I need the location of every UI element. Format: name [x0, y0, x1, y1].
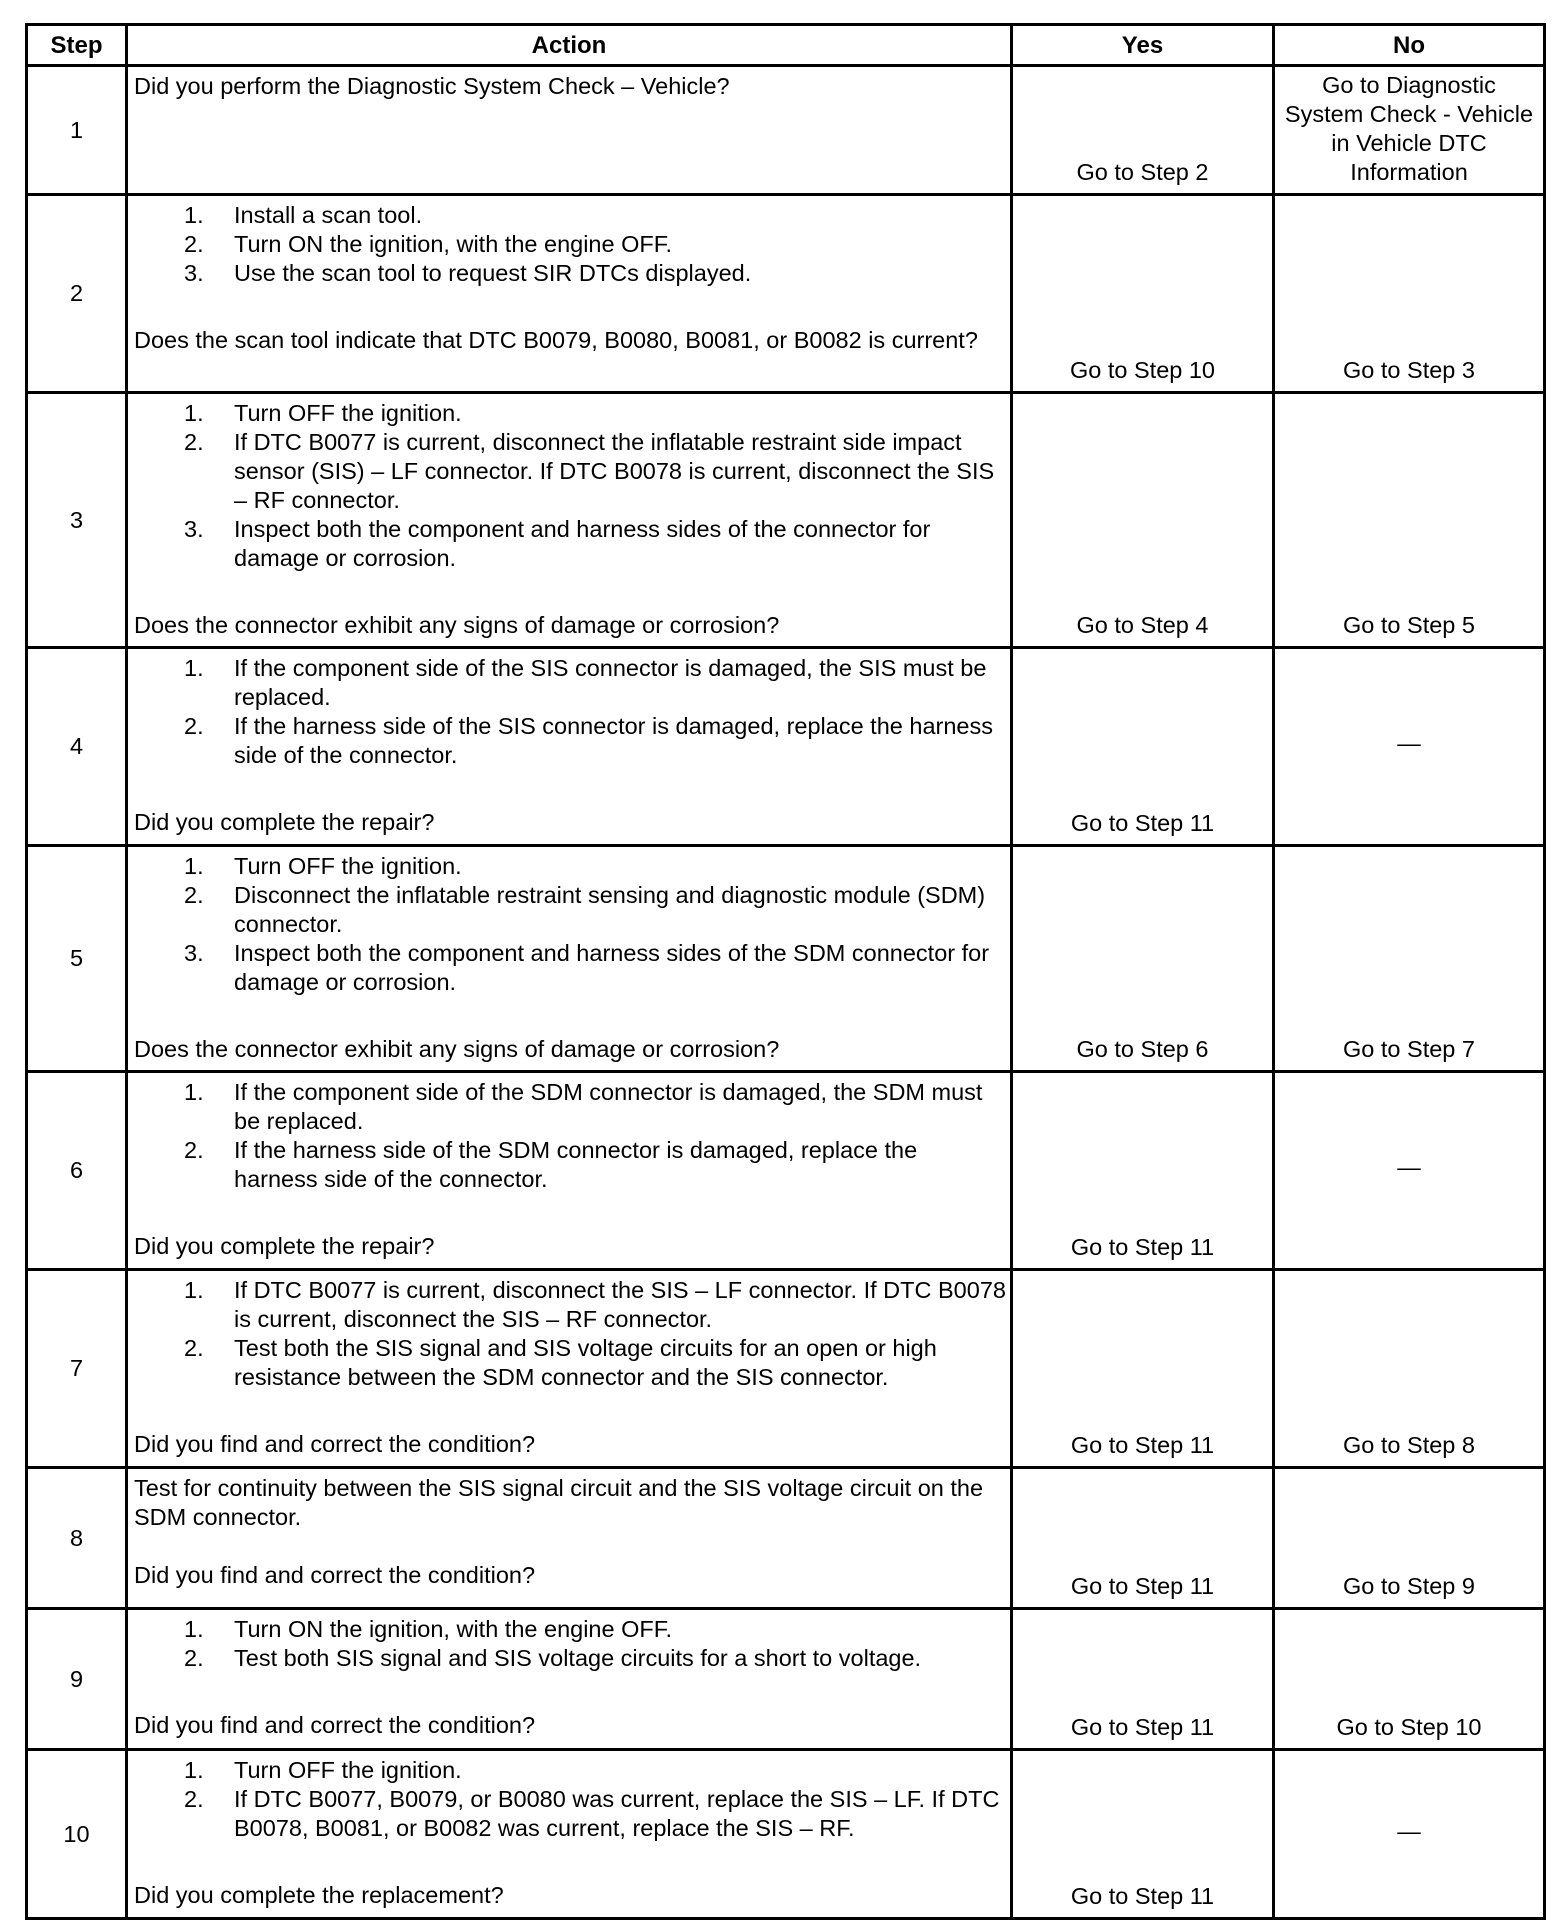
- action-step-text: If the component side of the SDM connector is damaged, the SDM must be replaced.: [234, 1079, 983, 1134]
- action-step-number: 1.: [184, 1757, 204, 1783]
- action-step-item: [134, 259, 1006, 288]
- no-result: —: [1274, 648, 1545, 846]
- step-number: 2: [27, 195, 127, 393]
- header-action: Action: [127, 25, 1012, 66]
- action-step-text: Turn OFF the ignition.: [234, 853, 462, 879]
- action-step-text: Test both SIS signal and SIS voltage circuits for a short to voltage.: [234, 1645, 922, 1671]
- step-number: 8: [27, 1468, 127, 1609]
- table-body: [27, 66, 1545, 1919]
- step-number: 3: [27, 393, 127, 648]
- table-row: [27, 1270, 1545, 1468]
- action-question: Does the connector exhibit any signs of damage or corrosion?: [134, 1036, 780, 1062]
- action-step-text: If the component side of the SIS connector is damaged, the SIS must be replaced.: [234, 655, 987, 710]
- action-question: Did you complete the repair?: [134, 1233, 435, 1259]
- yes-result: Go to Step 11: [1012, 1468, 1274, 1609]
- action-step-text: Inspect both the component and harness sides of the connector for damage or corrosion.: [234, 516, 931, 571]
- no-result: Go to Step 3: [1274, 195, 1545, 393]
- action-step-item: [134, 428, 1006, 515]
- action-step-number: 3.: [184, 940, 204, 966]
- action-step-text: Turn OFF the ignition.: [234, 1757, 462, 1783]
- action-step-number: 1.: [184, 1277, 204, 1303]
- no-result: Go to Diagnostic System Check - Vehicle in Vehicle DTC Information: [1274, 66, 1545, 195]
- action-step-item: [134, 939, 1006, 997]
- action-step-number: 2.: [184, 1645, 204, 1671]
- action-question: Does the scan tool indicate that DTC B0079, B0080, B0081, or B0082 is current?: [134, 327, 978, 353]
- action-cell: [127, 1270, 1012, 1468]
- action-step-text: If DTC B0077 is current, disconnect the SIS – LF connector. If DTC B0078 is current, disconnect the SIS – RF connector.: [234, 1277, 1006, 1332]
- action-step-text: If the harness side of the SDM connector is damaged, replace the harness side of the connector.: [234, 1137, 918, 1192]
- action-step-number: 1.: [184, 400, 204, 426]
- action-step-item: [134, 1615, 1006, 1644]
- no-result: —: [1274, 1072, 1545, 1270]
- action-cell: [127, 1750, 1012, 1919]
- action-cell: [127, 393, 1012, 648]
- yes-result: Go to Step 10: [1012, 195, 1274, 393]
- action-step-number: 1.: [184, 1616, 204, 1642]
- header-yes: Yes: [1012, 25, 1274, 66]
- no-result: Go to Step 8: [1274, 1270, 1545, 1468]
- no-result: Go to Step 7: [1274, 846, 1545, 1072]
- diagnostic-table: [25, 23, 1546, 1920]
- action-cell: [127, 648, 1012, 846]
- step-number: 1: [27, 66, 127, 195]
- table-row: [27, 648, 1545, 846]
- header-step: Step: [27, 25, 127, 66]
- no-result: Go to Step 10: [1274, 1609, 1545, 1750]
- action-step-number: 2.: [184, 882, 204, 908]
- table-row: [27, 1609, 1545, 1750]
- action-step-item: [134, 1644, 1006, 1673]
- table-row: [27, 846, 1545, 1072]
- action-step-item: [134, 230, 1006, 259]
- action-step-item: [134, 1785, 1006, 1843]
- step-number: 4: [27, 648, 127, 846]
- action-steps-list: [134, 1615, 1006, 1673]
- action-steps-list: [134, 852, 1006, 997]
- no-result: Go to Step 9: [1274, 1468, 1545, 1609]
- no-result: Go to Step 5: [1274, 393, 1545, 648]
- table-row: [27, 1072, 1545, 1270]
- table-row: [27, 66, 1545, 195]
- step-number: 6: [27, 1072, 127, 1270]
- action-cell: [127, 66, 1012, 195]
- action-step-item: [134, 1136, 1006, 1194]
- action-question: Did you find and correct the condition?: [134, 1712, 536, 1738]
- action-step-text: Turn ON the ignition, with the engine OFF.: [234, 231, 673, 257]
- action-step-number: 2.: [184, 1137, 204, 1163]
- action-step-number: 3.: [184, 516, 204, 542]
- action-step-text: Test both the SIS signal and SIS voltage circuits for an open or high resistance between the SDM connector and the SIS connector.: [234, 1335, 937, 1390]
- action-step-item: [134, 881, 1006, 939]
- action-steps-list: [134, 201, 1006, 288]
- action-step-text: Inspect both the component and harness sides of the SDM connector for damage or corrosion.: [234, 940, 990, 995]
- action-step-text: If the harness side of the SIS connector is damaged, replace the harness side of the connector.: [234, 713, 993, 768]
- yes-result: Go to Step 11: [1012, 648, 1274, 846]
- action-steps-list: [134, 1078, 1006, 1194]
- action-step-number: 2.: [184, 231, 204, 257]
- action-cell: [127, 1468, 1012, 1609]
- action-step-number: 1.: [184, 853, 204, 879]
- action-step-text: Turn ON the ignition, with the engine OFF.: [234, 1616, 673, 1642]
- step-number: 5: [27, 846, 127, 1072]
- table-row: [27, 393, 1545, 648]
- action-step-number: 2.: [184, 1786, 204, 1812]
- action-steps-list: [134, 654, 1006, 770]
- action-question: Did you complete the replacement?: [134, 1882, 504, 1908]
- action-step-number: 3.: [184, 260, 204, 286]
- action-steps-list: [134, 1276, 1006, 1392]
- action-step-number: 2.: [184, 429, 204, 455]
- action-cell: [127, 195, 1012, 393]
- table-row: [27, 1750, 1545, 1919]
- action-question: Did you find and correct the condition?: [134, 1562, 536, 1588]
- header-row: [27, 25, 1545, 66]
- action-step-text: Turn OFF the ignition.: [234, 400, 462, 426]
- action-text: Test for continuity between the SIS signal circuit and the SIS voltage circuit on the SDM connector.: [134, 1475, 984, 1530]
- action-step-text: If DTC B0077, B0079, or B0080 was current, replace the SIS – LF. If DTC B0078, B0081, or B0082 was current, replace the SIS – RF.: [234, 1786, 1000, 1841]
- action-step-item: [134, 1756, 1006, 1785]
- action-step-item: [134, 852, 1006, 881]
- action-cell: [127, 1072, 1012, 1270]
- action-cell: [127, 846, 1012, 1072]
- action-step-text: Disconnect the inflatable restraint sensing and diagnostic module (SDM) connector.: [234, 882, 986, 937]
- yes-result: Go to Step 6: [1012, 846, 1274, 1072]
- no-result: —: [1274, 1750, 1545, 1919]
- header-no: No: [1274, 25, 1545, 66]
- action-cell: [127, 1609, 1012, 1750]
- action-step-number: 2.: [184, 1335, 204, 1361]
- yes-result: Go to Step 4: [1012, 393, 1274, 648]
- action-step-text: If DTC B0077 is current, disconnect the inflatable restraint side impact sensor (SIS) – LF connector. If DTC B0078 is current, disconnect the SIS – RF connector.: [234, 429, 995, 513]
- action-question: Does the connector exhibit any signs of damage or corrosion?: [134, 612, 780, 638]
- step-number: 10: [27, 1750, 127, 1919]
- action-text: Did you perform the Diagnostic System Check – Vehicle?: [134, 73, 730, 99]
- action-steps-list: [134, 1756, 1006, 1843]
- step-number: 7: [27, 1270, 127, 1468]
- yes-result: Go to Step 2: [1012, 66, 1274, 195]
- action-step-number: 1.: [184, 202, 204, 228]
- table-row: [27, 1468, 1545, 1609]
- action-step-text: Install a scan tool.: [234, 202, 423, 228]
- action-step-item: [134, 1276, 1006, 1334]
- action-step-item: [134, 1078, 1006, 1136]
- yes-result: Go to Step 11: [1012, 1750, 1274, 1919]
- action-step-number: 1.: [184, 1079, 204, 1105]
- step-number: 9: [27, 1609, 127, 1750]
- action-step-number: 1.: [184, 655, 204, 681]
- yes-result: Go to Step 11: [1012, 1270, 1274, 1468]
- action-step-number: 2.: [184, 713, 204, 739]
- action-steps-list: [134, 399, 1006, 573]
- action-step-item: [134, 399, 1006, 428]
- action-step-item: [134, 201, 1006, 230]
- action-step-item: [134, 515, 1006, 573]
- action-step-item: [134, 712, 1006, 770]
- yes-result: Go to Step 11: [1012, 1072, 1274, 1270]
- action-question: Did you complete the repair?: [134, 809, 435, 835]
- yes-result: Go to Step 11: [1012, 1609, 1274, 1750]
- action-step-item: [134, 654, 1006, 712]
- action-step-text: Use the scan tool to request SIR DTCs displayed.: [234, 260, 752, 286]
- table-row: [27, 195, 1545, 393]
- action-question: Did you find and correct the condition?: [134, 1431, 536, 1457]
- action-step-item: [134, 1334, 1006, 1392]
